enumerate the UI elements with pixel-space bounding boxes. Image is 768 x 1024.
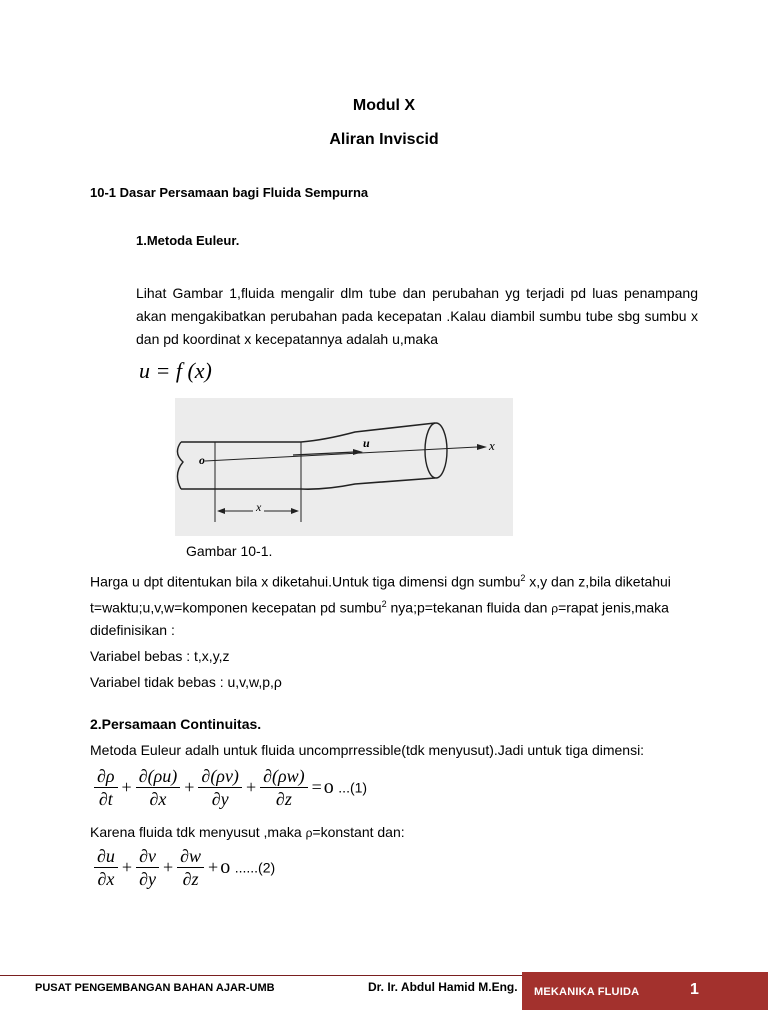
footer-course-badge [522,972,768,1010]
footer-institution: PUSAT PENGEMBANGAN BAHAN AJAR-UMB [35,982,275,994]
footer-course-name: MEKANIKA FLUIDA [534,986,640,998]
incompressible-statement: Karena fluida tdk menyusut ,maka ρ=konstant dan: [90,824,405,840]
equation-number-1: ...(1) [338,779,368,796]
module-number: Modul X [352,97,416,114]
equation-u-fx: u = f (x) [139,358,212,383]
page-number: 1 [690,981,699,998]
equation-continuity-2: $\frac{\partial u}{\partial x}$ + $\frac{\partial v}{\partial y}$ + $\frac{\partial w}{\partial z}$ + o ......(2) [92,846,275,889]
body-line-1: Harga u dpt ditentukan bila x diketahui.Untuk tiga dimensi dgn sumbu$^2$ x,y dan z,bila diketahui [90,573,671,590]
fig-label-origin: o [199,453,205,467]
page-title: Aliran Inviscid [329,131,439,148]
independent-variables: Variabel bebas : t,x,y,z [90,648,230,664]
section-heading-continuity: 2.Persamaan Continuitas. [90,716,262,732]
equation-number-2: ......(2) [234,859,276,876]
section-heading: 10-1 Dasar Persamaan bagi Fluida Sempurna [90,185,369,200]
tube-diagram [175,398,513,536]
body-line-2: t=waktu;u,v,w=komponen kecepatan pd sumbu$^2$ nya;p=tekanan fluida dan ρ=rapat jenis,maka [90,599,669,616]
figure-caption: Gambar 10-1. [186,543,273,559]
continuity-intro: Metoda Euleur adalh untuk fluida uncomprressible(tdk menyusut).Jadi untuk tiga dimensi: [90,742,645,758]
figure-tube [175,398,513,536]
intro-paragraph: Lihat Gambar 1,fluida mengalir dlm tube dan perubahan yg terjadi pd luas penampang akan mengakibatkan perubahan pada kecepatan .Kalau diambil sumbu tube sbg sumbu x dan pd koordinat x kecepatannya adalah u,maka [136,285,698,347]
fig-label-x-distance: x [253,500,264,515]
fig-label-x-axis: x [489,438,495,453]
body-line-3: didefinisikan : [90,622,175,638]
fig-label-velocity: u [363,436,370,450]
subsection-heading-euleur: 1.Metoda Euleur. [136,233,240,248]
dependent-variables: Variabel tidak bebas : u,v,w,p,ρ [90,674,282,690]
footer-author: Dr. Ir. Abdul Hamid M.Eng. [368,980,518,994]
equation-continuity-1: $\frac{\partial\rho}{\partial t}$ + $\frac{\partial(\rho u)}{\partial x}$ + $\frac{\partial(\rho v)}{\partial y}$ + $\frac{\partial(\rho w)}{\partial z}$ = o ...(1) [92,766,367,809]
